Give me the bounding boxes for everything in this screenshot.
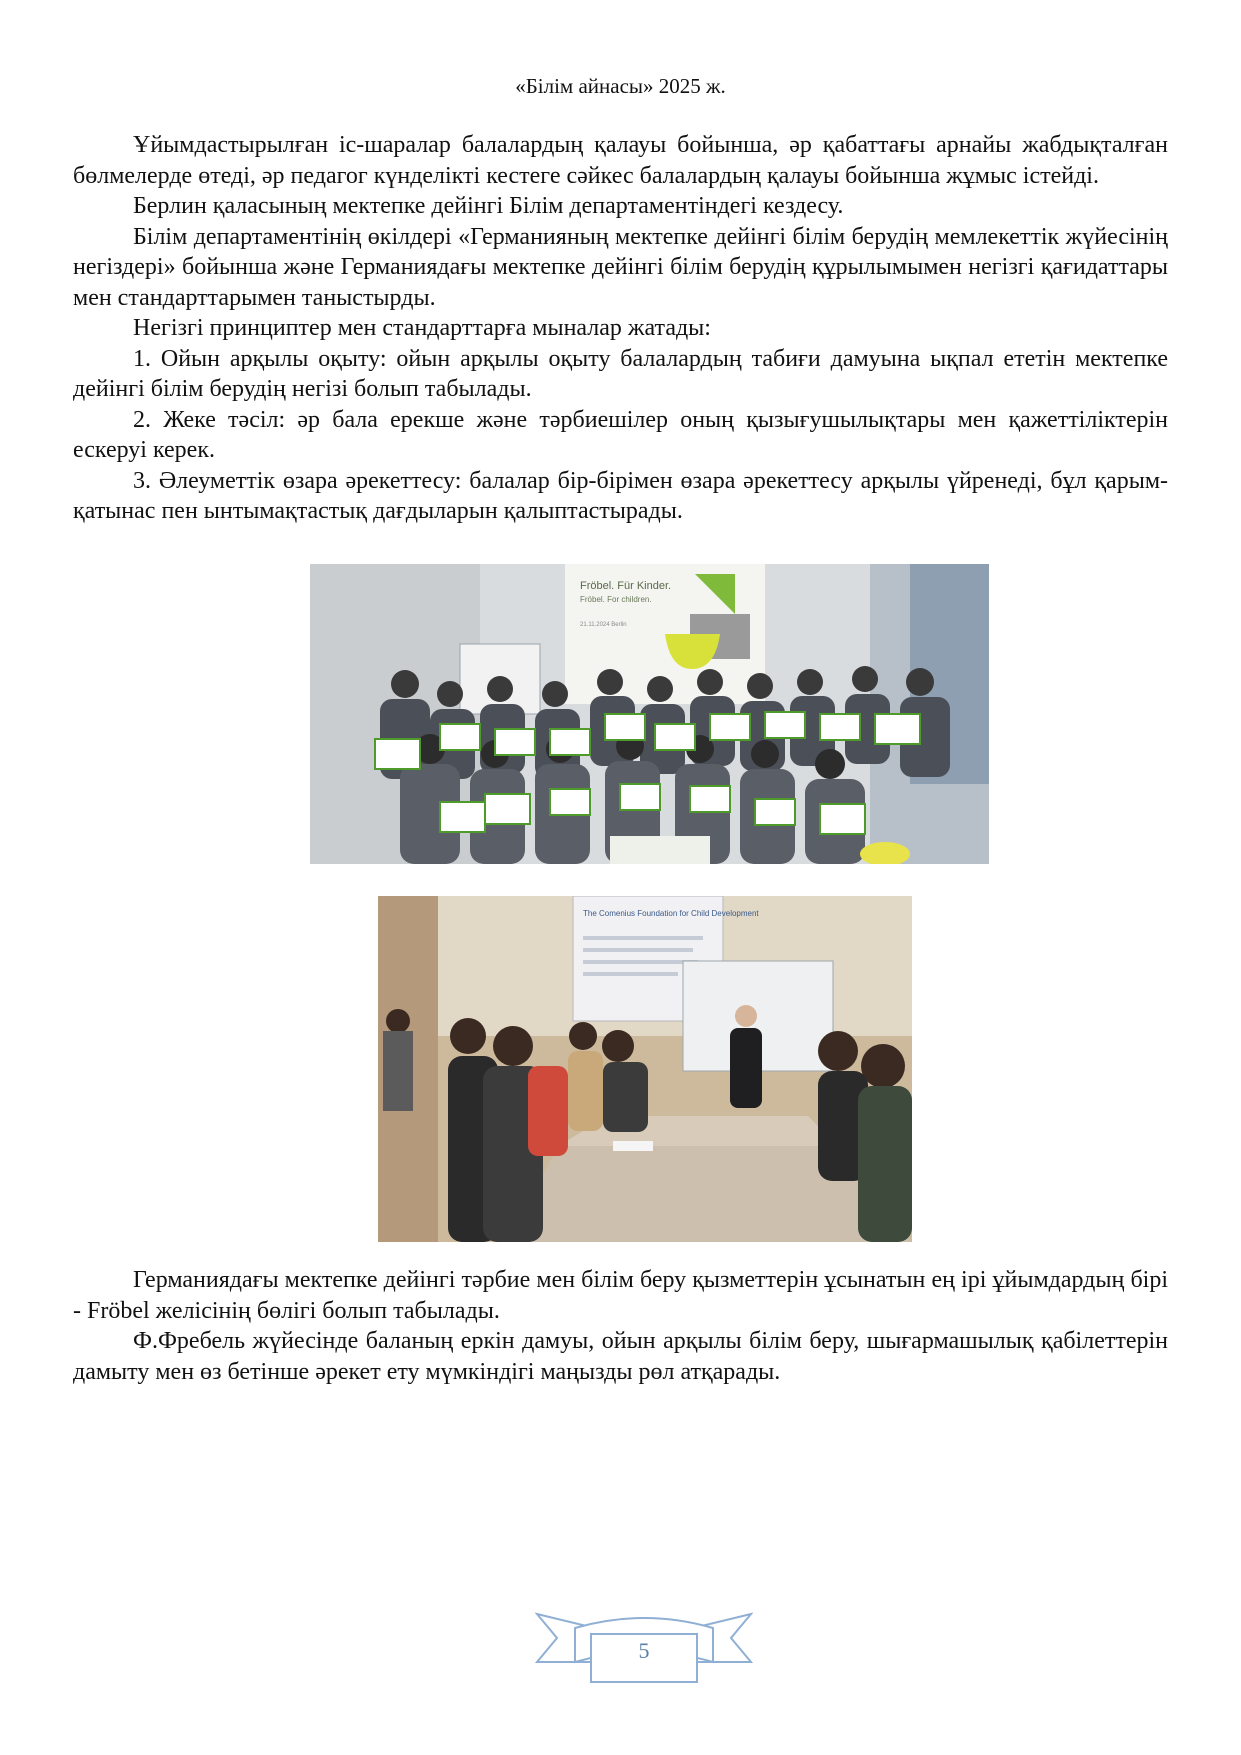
slide-text: Fröbel. Für Kinder. bbox=[580, 580, 672, 592]
group-photo-certificates bbox=[310, 564, 989, 864]
paragraph: Ф.Фребель жүйесінде баланың еркін дамуы, ойын арқылы білім беру, шығармашылық қабілеттерін дамыту мен өз бетінше әрекет ету мүмкіндігі маңызды рөл атқарады. bbox=[73, 1328, 1168, 1385]
journal-header: «Білім айнасы» 2025 ж. bbox=[515, 74, 726, 98]
body-text-bottom bbox=[73, 1265, 1168, 1387]
slide-text: 21.11.2024 Berlin bbox=[580, 622, 627, 628]
body-text-top bbox=[73, 130, 1168, 527]
meeting-room-photo bbox=[378, 896, 912, 1242]
paragraph: 1. Ойын арқылы оқыту: ойын арқылы оқыту балалардың табиғи дамуына ықпал ететін мектепке дейінгі білім берудің негізі болып табылады. bbox=[73, 345, 1168, 402]
paragraph: Германиядағы мектепке дейінгі тәрбие мен білім беру қызметтерін ұсынатын ең ірі ұйымдардың бірі - Fröbel желісінің бөлігі болып табылады. bbox=[73, 1267, 1168, 1324]
paragraph: Ұйымдастырылған іс-шаралар балалардың қалауы бойынша, әр қабаттағы арнайы жабдықталған бөлмелерде өтеді, әр педагог күнделікті кестеге сәйкес балалардың қалауы бойынша жұмыс істейді. bbox=[73, 132, 1168, 189]
page-number: 5 bbox=[638, 1638, 650, 1663]
paragraph: 3. Әлеуметтік өзара әрекеттесу: балалар бір-бірімен өзара әрекеттесу арқылы үйренеді, бұл қарым-қатынас пен ынтымақтастық дағдыларын қалыптастырады. bbox=[73, 467, 1168, 524]
paragraph: Негізгі принциптер мен стандарттарға мыналар жатады: bbox=[133, 315, 711, 341]
page-number-ribbon bbox=[535, 1606, 753, 1690]
slide-text: Fröbel. For children. bbox=[580, 595, 652, 604]
paragraph: Білім департаментінің өкілдері «Германияның мектепке дейінгі білім берудің мемлекеттік жүйесінің негіздері» бойынша және Германиядағы мектепке дейінгі білім берудің құрылымымен негізгі қағидаттары мен стандарттарымен таныстырды. bbox=[73, 223, 1168, 311]
paragraph: 2. Жеке тәсіл: әр бала ерекше және тәрбиешілер оның қызығушылықтары мен қажеттіліктерін ескеруі керек. bbox=[73, 406, 1168, 463]
paragraph: Берлин қаласының мектепке дейінгі Білім департаментіндегі кездесу. bbox=[133, 193, 844, 219]
slide-text: The Comenius Foundation for Child Development bbox=[583, 909, 759, 918]
